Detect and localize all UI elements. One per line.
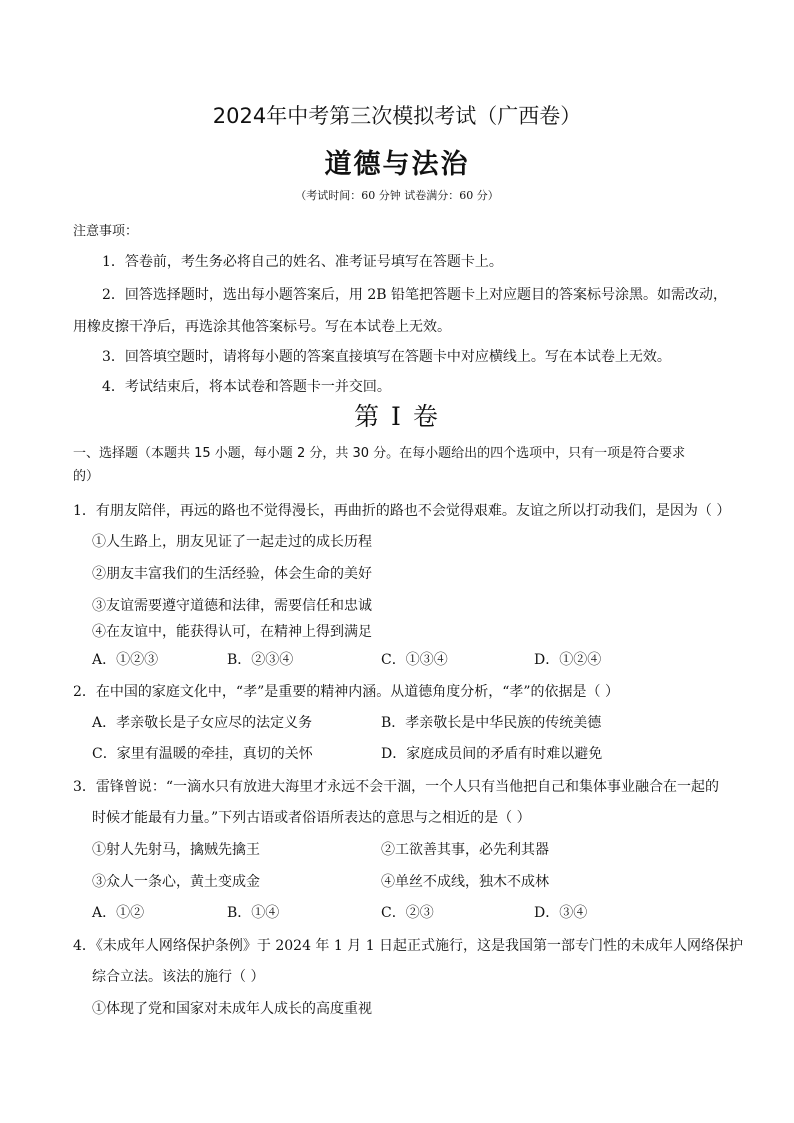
question-3-option-c: C．②③ [381,905,434,921]
notice-item: 3．回答填空题时，请将每小题的答案直接填写在答题卡中对应横线上。写在本试卷上无效。 [102,349,671,365]
notice-item: 1．答卷前，考生务必将自己的姓名、准考证号填写在答题卡上。 [102,254,503,270]
section-heading: 一、选择题（本题共 15 小题，每小题 2 分，共 30 分。在每小题给出的四个选项中，只有一项是符合要求 [73,446,686,461]
question-3-stem: 3．雷锋曾说：“一滴水只有放进大海里才永远不会干涸，一个人只有当他把自己和集体事业融合在一起的 [73,779,720,795]
question-1-statement: ④在友谊中，能获得认可，在精神上得到满足 [92,624,372,640]
question-2-option-a: A．孝亲敬长是子女应尽的法定义务 [92,715,313,731]
exam-title: 2024年中考第三次模拟考试（广西卷） [212,104,582,128]
question-4-statement: ①体现了党和国家对未成年人成长的高度重视 [92,1001,372,1017]
subject-title: 道德与法治 [324,149,470,180]
question-1-statement: ③友谊需要遵守道德和法律，需要信任和忠诚 [92,598,372,614]
question-3-stem-cont: 时候才能最有力量。”下列古语或者俗语所表达的意思与之相近的是（ ） [92,810,531,826]
question-3-statement: ④单丝不成线，独木不成林 [381,874,549,890]
question-3-option-b: B．①④ [227,905,280,921]
question-3-statement: ①射人先射马，擒贼先擒王 [92,842,260,858]
question-3-option-a: A．①② [92,905,145,921]
notice-item: 4．考试结束后，将本试卷和答题卡一并交回。 [102,379,391,395]
section-title: 第 I 卷 [354,402,440,431]
notice-item: 2．回答选择题时，选出每小题答案后，用 2B 铅笔把答题卡上对应题目的答案标号涂黑。如需改动， [102,287,728,303]
question-1-option-c: C．①③④ [381,652,448,668]
question-1-option-a: A．①②③ [92,652,159,668]
question-1-statement: ②朋友丰富我们的生活经验，体会生命的美好 [92,566,372,582]
exam-info: （考试时间：60 分钟 试卷满分：60 分） [295,189,499,202]
question-1-option-d: D．①②④ [534,652,602,668]
question-2-option-c: C．家里有温暖的牵挂，真切的关怀 [92,746,313,762]
question-3-statement: ②工欲善其事，必先利其器 [381,842,549,858]
question-2-option-b: B．孝亲敬长是中华民族的传统美德 [381,715,602,731]
question-1-statement: ①人生路上，朋友见证了一起走过的成长历程 [92,534,372,550]
question-3-statement: ③众人一条心，黄土变成金 [92,874,260,890]
question-2-option-d: D．家庭成员间的矛盾有时难以避免 [381,746,603,762]
question-1-stem: 1．有朋友陪伴，再远的路也不觉得漫长，再曲折的路也不会觉得艰难。友谊之所以打动我们，是因为（ ） [73,503,731,519]
question-1-option-b: B．②③④ [227,652,294,668]
section-heading-cont: 的） [73,469,100,484]
question-3-option-d: D．③④ [534,905,588,921]
notice-heading: 注意事项： [73,224,139,239]
notice-item: 用橡皮擦干净后，再选涂其他答案标号。写在本试卷上无效。 [73,319,451,335]
question-4-stem-cont: 综合立法。该法的施行（ ） [92,969,265,985]
question-4-stem: 4．《未成年人网络保护条例》于 2024 年 1 月 1 日起正式施行，这是我国第一部专门性的未成年人网络保护 [73,938,744,954]
question-2-stem: 2．在中国的家庭文化中，“孝”是重要的精神内涵。从道德角度分析，“孝”的依据是（ ） [73,684,619,700]
